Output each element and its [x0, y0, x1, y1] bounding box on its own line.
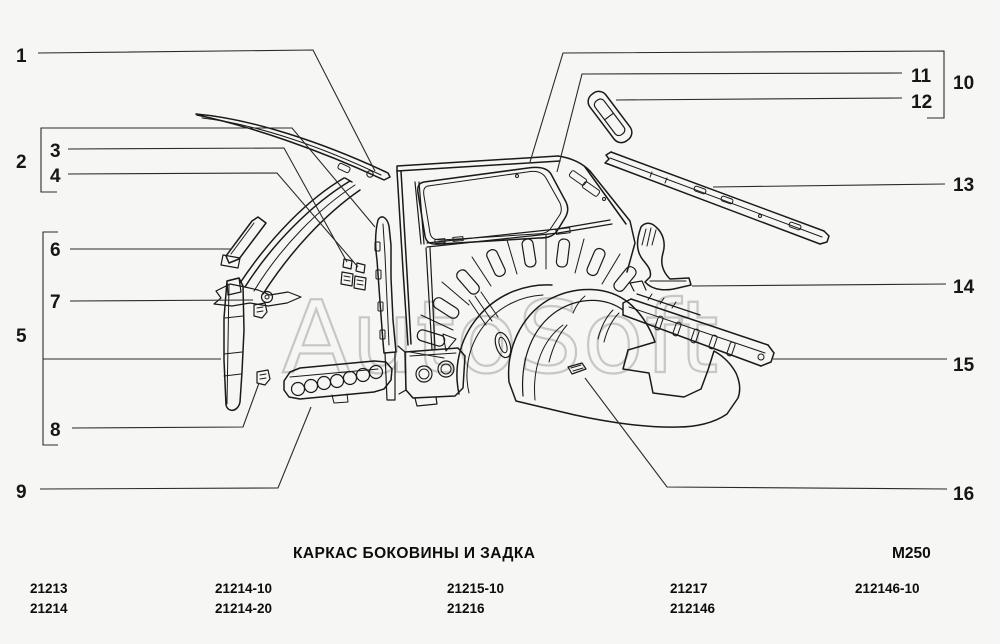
callout-line-14 [692, 284, 946, 286]
callout-label-3: 3 [50, 141, 61, 162]
callout-line-1 [38, 50, 375, 171]
callout-label-6: 6 [50, 240, 61, 261]
model-column-4 [670, 579, 715, 619]
part-rail-13 [605, 152, 829, 244]
callout-line-8 [72, 383, 259, 428]
model-number: 21214 [30, 601, 68, 616]
callout-line-13 [713, 184, 945, 187]
model-number: 21215-10 [447, 581, 505, 596]
part-clip-8 [257, 370, 270, 385]
callout-label-2: 2 [16, 152, 27, 173]
callout-label-9: 9 [16, 482, 27, 503]
callout-label-4: 4 [50, 166, 61, 187]
watermark-text: AutoSoft [282, 279, 720, 396]
model-number: 21217 [670, 581, 708, 596]
callout-label-10: 10 [953, 73, 975, 94]
model-number: 21213 [30, 581, 68, 596]
part-strip-6 [221, 217, 266, 268]
callout-line-10 [530, 51, 944, 162]
callout-label-12: 12 [911, 92, 933, 113]
callout-line-4 [68, 173, 358, 267]
part-roof-rail [196, 114, 390, 180]
model-column-5 [855, 579, 920, 619]
model-number [855, 599, 920, 619]
callout-line-11 [557, 73, 902, 172]
callout-label-8: 8 [50, 420, 61, 441]
callout-line-2 [41, 128, 375, 227]
callout-label-13: 13 [953, 175, 975, 196]
model-number: 21216 [447, 601, 485, 616]
callout-label-1: 1 [16, 46, 27, 67]
callout-line-9 [40, 407, 311, 489]
callout-label-5: 5 [16, 326, 27, 347]
model-number: 212146-10 [855, 581, 920, 596]
callout-line-5 [43, 232, 221, 445]
callout-label-11: 11 [911, 66, 932, 87]
callout-label-7: 7 [50, 292, 61, 313]
callout-label-14: 14 [953, 277, 975, 298]
model-number: 21214-20 [215, 601, 273, 616]
callout-line-12 [616, 98, 902, 100]
model-column-3 [447, 579, 504, 619]
model-number: 212146 [670, 601, 716, 616]
callout-label-16: 16 [953, 484, 975, 505]
model-column-2 [215, 579, 272, 619]
model-column-1 [30, 579, 68, 619]
part-plate-12 [585, 88, 636, 146]
diagram-title: КАРКАС БОКОВИНЫ И ЗАДКА [293, 545, 536, 562]
callout-label-15: 15 [953, 355, 975, 376]
model-number: 21214-10 [215, 581, 273, 596]
part-strip-5 [224, 278, 244, 410]
sheet-code: M250 [892, 545, 931, 562]
callout-labels [16, 46, 975, 505]
